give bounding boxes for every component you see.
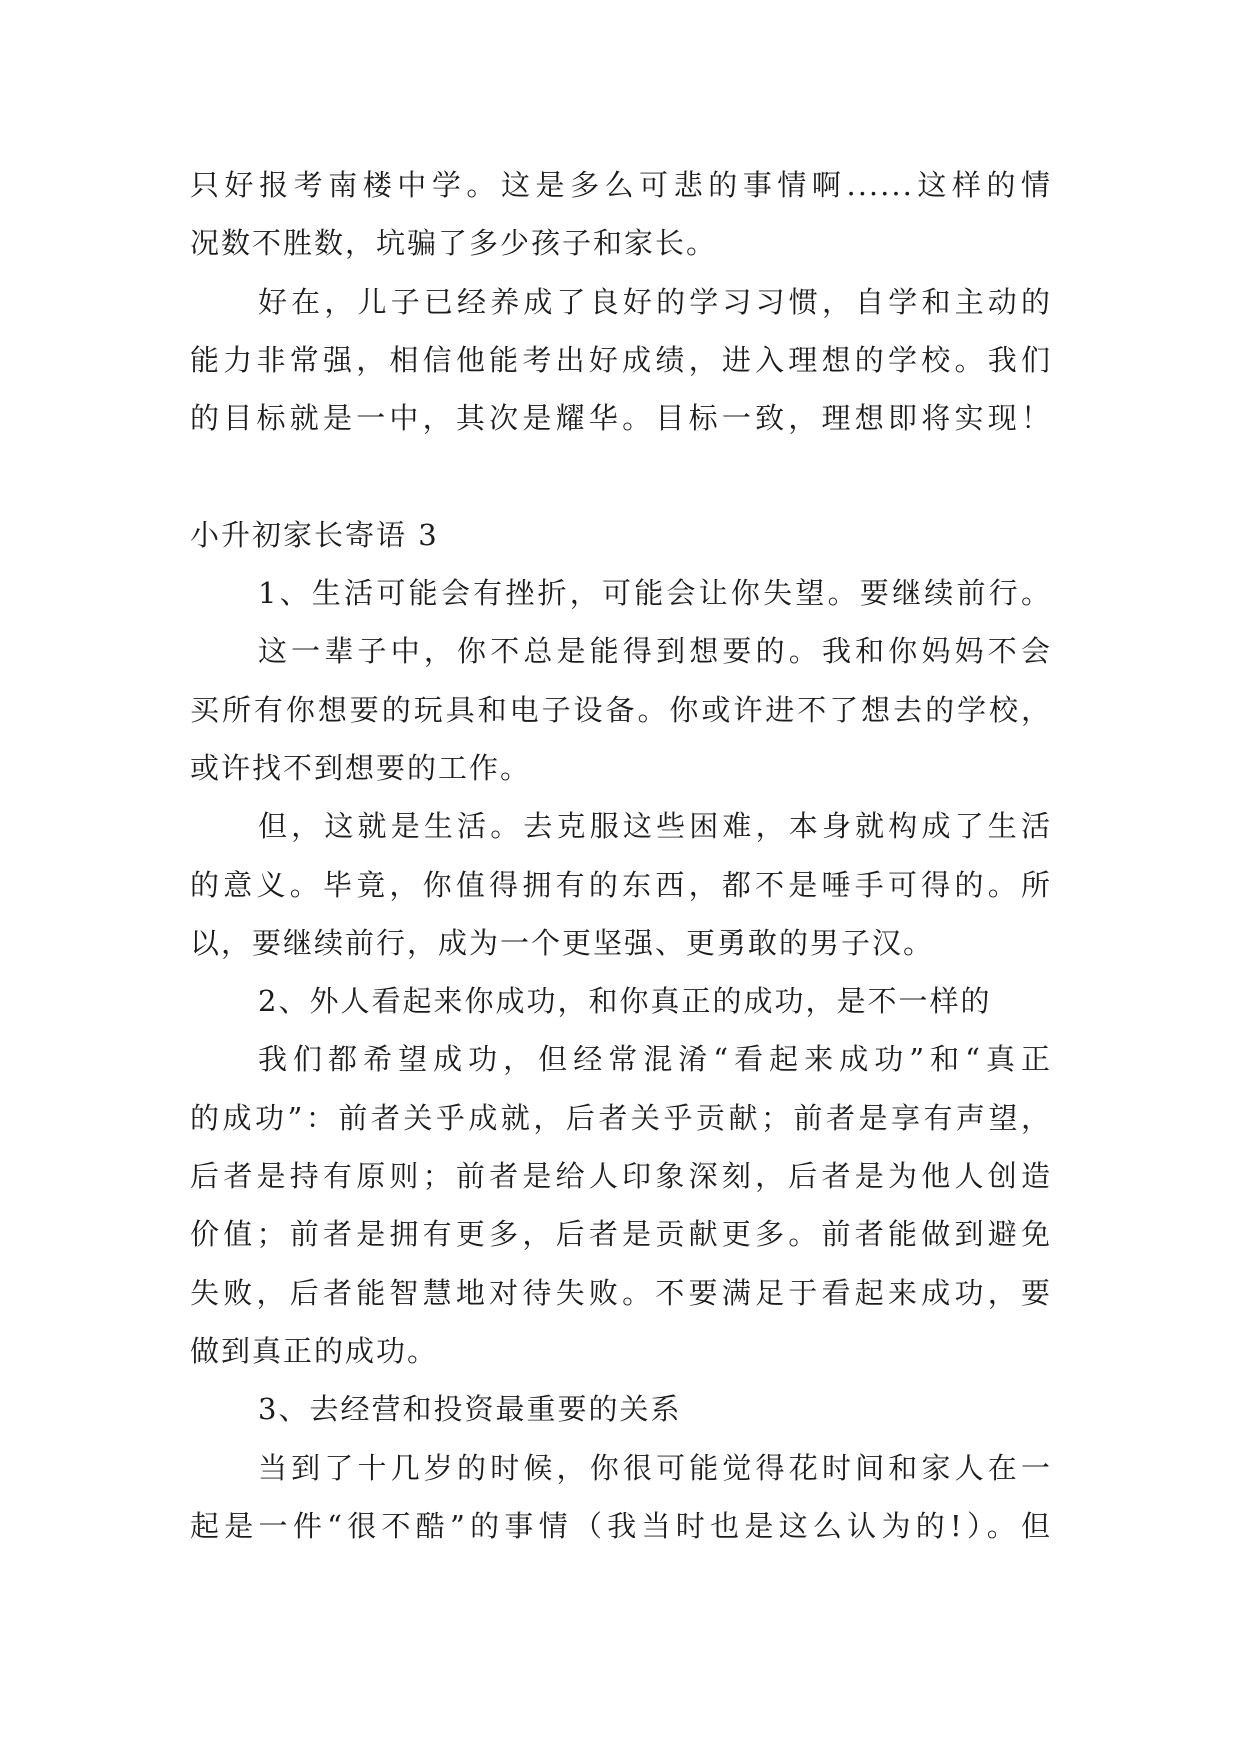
text-line: 1、生活可能会有挫折，可能会让你失望。要继续前行。	[258, 576, 1052, 611]
text-line: 以，要继续前行，成为一个更坚强、更勇敢的男子汉。	[190, 925, 935, 960]
text-line: 后者是持有原则；前者是给人印象深刻，后者是为他人创造	[190, 1159, 1052, 1194]
text-line: 当到了十几岁的时候，你很可能觉得花时间和家人在一	[258, 1450, 1052, 1485]
text-line: 这一辈子中，你不总是能得到想要的。我和你妈妈不会	[258, 634, 1052, 669]
text-line: 况数不胜数，坑骗了多少孩子和家长。	[190, 226, 718, 261]
paragraph	[190, 273, 1052, 448]
section-heading: 小升初家长寄语 3	[190, 517, 439, 552]
text-line: 能力非常强，相信他能考出好成绩，进入理想的学校。我们	[190, 342, 1052, 377]
paragraph	[190, 797, 1052, 972]
text-line: 的意义。毕竟，你值得拥有的东西，都不是唾手可得的。所	[190, 867, 1052, 902]
blank-line	[190, 447, 1052, 505]
text-line: 买所有你想要的玩具和电子设备。你或许进不了想去的学校，	[190, 692, 1052, 727]
text-line: 做到真正的成功。	[190, 1333, 439, 1368]
paragraph	[190, 1030, 1052, 1380]
paragraph	[190, 1439, 1052, 1556]
text-line: 价值；前者是拥有更多，后者是贡献更多。前者能做到避免	[190, 1217, 1052, 1252]
text-line: 3、去经营和投资最重要的关系	[258, 1392, 682, 1427]
text-line: 但，这就是生活。去克服这些困难，本身就构成了生活	[258, 809, 1052, 844]
paragraph	[190, 156, 1052, 273]
paragraph	[190, 622, 1052, 797]
text-line: 只好报考南楼中学。这是多么可悲的事情啊......这样的情	[190, 168, 1052, 202]
text-line: 2、外人看起来你成功，和你真正的成功，是不一样的	[258, 984, 992, 1019]
text-line: 我们都希望成功，但经常混淆“看起来成功”和“真正	[258, 1042, 1052, 1077]
paragraph	[190, 972, 1052, 1030]
text-line: 的目标就是一中，其次是耀华。目标一致，理想即将实现！	[190, 401, 1052, 436]
text-line: 失败，后者能智慧地对待失败。不要满足于看起来成功，要	[190, 1275, 1052, 1310]
text-line: 好在，儿子已经养成了良好的学习习惯，自学和主动的	[258, 284, 1052, 319]
text-line: 的成功”：前者关乎成就，后者关乎贡献；前者是享有声望，	[190, 1100, 1052, 1135]
paragraph	[190, 1380, 1052, 1438]
text-line: 或许找不到想要的工作。	[190, 750, 532, 785]
text-line: 起是一件“很不酷”的事情（我当时也是这么认为的!）。但	[190, 1508, 1052, 1543]
paragraph	[190, 564, 1052, 622]
document-page	[190, 156, 1052, 1555]
